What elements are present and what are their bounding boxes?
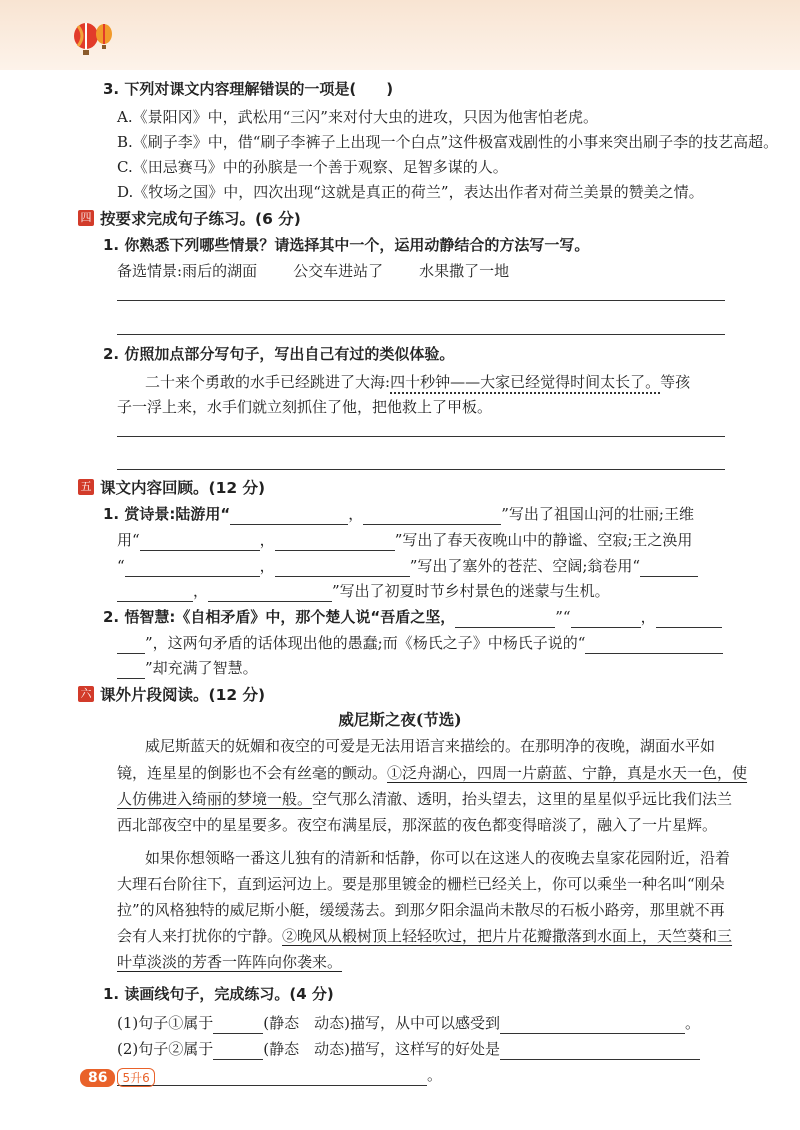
s4-option-3: 水果撒了一地	[419, 262, 510, 280]
s5-q2-a: 2. 悟智慧:《自相矛盾》中，那个楚人说“吾盾之坚，	[103, 608, 456, 626]
s5-q1-line2	[117, 529, 692, 551]
section-6-header	[78, 683, 265, 705]
blank-field[interactable]	[500, 1017, 685, 1034]
s5-q1-line4	[117, 580, 610, 602]
s4-q2-text-line1	[145, 371, 690, 393]
s5-q1-e: “	[117, 557, 125, 575]
blank-field[interactable]	[275, 534, 395, 551]
comma: ，	[640, 608, 656, 626]
s5-q1-d: ”写出了春天夜晚山中的静谧、空寂;王之涣用	[394, 531, 693, 549]
s4-q1: 1. 你熟悉下列哪些情景？请选择其中一个，运用动静结合的方法写一写。	[103, 236, 590, 254]
blank-field[interactable]	[500, 1043, 700, 1060]
blank-field[interactable]	[656, 611, 722, 628]
blank-field[interactable]	[125, 560, 260, 577]
s5-q1-line1	[103, 503, 694, 525]
section-4-title: 按要求完成句子练习。(6 分)	[100, 210, 301, 228]
section-5-title: 课文内容回顾。(12 分)	[100, 479, 266, 497]
comma: ，	[259, 531, 275, 549]
s4-q2-dotted-text: 四十秒钟——大家已经觉得时间太长了。	[390, 373, 661, 391]
q3-option-c: C.《田忌赛马》中的孙膑是一个善于观察、足智多谋的人。	[117, 158, 508, 176]
section-4-header	[78, 207, 301, 229]
grade-code: 5升6	[117, 1068, 154, 1087]
s4-q2-text-b: 等孩	[660, 373, 691, 391]
blank-field[interactable]	[455, 611, 555, 628]
comma: ，	[348, 505, 364, 523]
answer-line[interactable]	[117, 300, 725, 301]
s4-option-2: 公交车进站了	[293, 262, 384, 280]
q3-option-b: B.《刷子李》中，借“刷子李裤子上出现一个白点”这件极富戏剧性的小事来突出刷子李的技艺高超。	[117, 133, 779, 151]
section-5-header	[78, 476, 265, 498]
s5-q1-c: 用“	[117, 531, 140, 549]
comma: ，	[193, 582, 209, 600]
answer-line[interactable]	[117, 469, 725, 470]
s4-q1-options	[117, 260, 509, 282]
s4-option-1: 雨后的湖面	[182, 262, 258, 280]
s5-q2-line2	[117, 632, 723, 654]
s5-q2-d: ”，这两句矛盾的话体现出他的愚蠢;而《杨氏之子》中杨氏子说的“	[145, 634, 586, 652]
section-6-title: 课外片段阅读。(12 分)	[100, 686, 266, 704]
q3-stem-text: 3. 下列对课文内容理解错误的一项是( )	[103, 80, 394, 98]
s6-q1-1	[117, 1012, 700, 1034]
blank-field[interactable]	[117, 662, 145, 679]
passage-text: 会有人来打扰你的宁静。	[117, 927, 283, 945]
q3-option-a: A.《景阳冈》中，武松用“三闪”来对付大虫的进攻，只因为他害怕老虎。	[117, 108, 598, 126]
blank-field[interactable]	[117, 585, 193, 602]
section-4-badge: 四	[78, 210, 94, 226]
underlined-sentence-1: ①泛舟湖心，四周一片蔚蓝、宁静，真是水天一色，使	[387, 764, 748, 782]
period: 。	[684, 1014, 700, 1032]
q3-stem	[103, 78, 393, 100]
passage-p1-line2	[117, 762, 747, 784]
blank-field[interactable]	[213, 1043, 263, 1060]
page-footer	[80, 1068, 155, 1087]
comma: ，	[259, 557, 275, 575]
s5-q2-b: ”“	[555, 608, 571, 626]
s5-q2-line1	[103, 606, 722, 628]
s6-q1-2	[117, 1038, 700, 1060]
period: 。	[427, 1066, 443, 1084]
s6-q1-choice: (静态 动态)	[263, 1040, 350, 1058]
s5-q1-a: 1. 赏诗景:陆游用“	[103, 505, 231, 523]
passage-p1-line4: 西北部夜空中的星星要多。夜空布满星辰，那深蓝的夜色都变得暗淡了，融入了一片星辉。	[117, 816, 718, 834]
passage-p2-line4	[117, 925, 732, 947]
underlined-sentence-2-end: 叶草淡淡的芳香一阵阵向你袭来。	[117, 953, 343, 971]
answer-line[interactable]	[117, 334, 725, 335]
s5-q2-e: ”却充满了智慧。	[145, 659, 258, 677]
s6-q1-2-a: (2)句子②属于	[117, 1040, 214, 1058]
answer-line[interactable]	[117, 436, 725, 437]
q3-option-d: D.《牧场之国》中，四次出现“这就是真正的荷兰”，表达出作者对荷兰美景的赞美之情。	[117, 183, 704, 201]
s5-q1-g: ”写出了初夏时节乡村景色的迷蒙与生机。	[332, 582, 610, 600]
s6-q1-1-b: 描写，从中可以感受到	[349, 1014, 500, 1032]
blank-field[interactable]	[640, 560, 698, 577]
s5-q2-line3	[117, 657, 258, 679]
underlined-sentence-1-end: 人仿佛进入绮丽的梦境一般。	[117, 790, 313, 808]
passage-p2-line1: 如果你想领略一番这儿独有的清新和恬静，你可以在这迷人的夜晚去皇家花园附近，沿着	[145, 849, 731, 867]
s6-q1-2-b: 描写，这样写的好处是	[349, 1040, 500, 1058]
blank-field[interactable]	[585, 637, 723, 654]
blank-field[interactable]	[363, 508, 501, 525]
blank-field[interactable]	[230, 508, 348, 525]
passage-p2-line2: 大理石台阶往下，直到运河边上。要是那里镀金的栅栏已经关上，你可以乘坐一种名叫“刚朵	[117, 875, 725, 893]
s4-options-label: 备选情景:	[117, 262, 183, 280]
passage-p1-line1: 威尼斯蓝天的妩媚和夜空的可爱是无法用语言来描绘的。在那明净的夜晚，湖面水平如	[145, 737, 716, 755]
s4-q2-text-a: 二十来个勇敢的水手已经跳进了大海:	[145, 373, 391, 391]
passage-text: 空气那么清澈、透明，抬头望去，这里的星星似乎远比我们法兰	[312, 790, 733, 808]
passage-p2-line5	[117, 951, 342, 973]
section-5-badge: 五	[78, 479, 94, 495]
blank-field[interactable]	[208, 585, 332, 602]
blank-field[interactable]	[571, 611, 641, 628]
passage-p2-line3: 拉”的风格独特的威尼斯小艇，缓缓荡去。到那夕阳余温尚未散尽的石板小路旁，那里就不再	[117, 901, 725, 919]
blank-field[interactable]	[213, 1017, 263, 1034]
s4-q2-text-line2: 子一浮上来，水手们就立刻抓住了他，把他救上了甲板。	[117, 398, 493, 416]
blank-field[interactable]	[275, 560, 410, 577]
s6-q1-2-cont	[117, 1064, 442, 1086]
s6-q1-choice: (静态 动态)	[263, 1014, 350, 1032]
blank-field[interactable]	[140, 534, 260, 551]
page-number: 86	[80, 1069, 115, 1087]
s6-q1-1-a: (1)句子①属于	[117, 1014, 214, 1032]
s4-q2: 2. 仿照加点部分写句子，写出自己有过的类似体验。	[103, 345, 455, 363]
s5-q1-line3	[117, 555, 698, 577]
blank-field[interactable]	[117, 1069, 427, 1086]
passage-title: 威尼斯之夜(节选)	[338, 710, 462, 729]
passage-text: 镜，连星星的倒影也不会有丝毫的颤动。	[117, 764, 388, 782]
s5-q1-b: ”写出了祖国山河的壮丽;王维	[501, 505, 694, 523]
passage-p1-line3	[117, 788, 732, 810]
blank-field[interactable]	[117, 637, 145, 654]
section-6-badge: 六	[78, 686, 94, 702]
s5-q1-f: ”写出了塞外的苍茫、空阔;翁卷用“	[409, 557, 641, 575]
underlined-sentence-2: ②晚风从椴树顶上轻轻吹过，把片片花瓣撒落到水面上，天竺葵和三	[282, 927, 733, 945]
s6-q1: 1. 读画线句子，完成练习。(4 分)	[103, 985, 334, 1003]
